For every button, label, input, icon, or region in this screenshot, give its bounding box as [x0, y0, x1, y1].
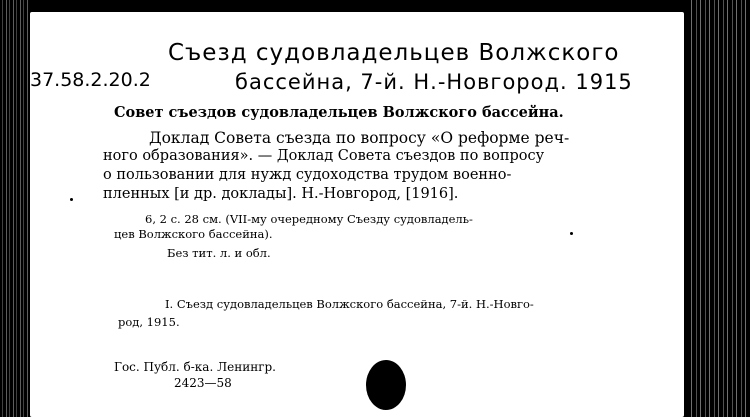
library-code: 2423—58	[174, 376, 232, 390]
body-line-2: ного образования». — Доклад Совета съездов по вопросу	[103, 148, 545, 164]
body-line-4: пленных [и др. доклады]. Н.-Новгород, [1916].	[103, 186, 459, 202]
speck	[70, 198, 73, 201]
film-edge-left	[0, 0, 28, 417]
card-heading: Совет съездов судовладельцев Волжского бассейна.	[114, 104, 564, 121]
body-line-1: Доклад Совета съезда по вопросу «О реформе реч-	[149, 129, 570, 147]
notes-line-1: 6, 2 с. 28 см. (VII-му очередному Съезду судовладель-	[145, 212, 473, 226]
subject-line-1: I. Съезд судовладельцев Волжского бассейна, 7-й. Н.-Новго-	[165, 297, 534, 311]
film-edge-right	[688, 0, 750, 417]
no-title-note: Без тит. л. и обл.	[167, 246, 271, 260]
speck	[570, 232, 573, 235]
handwritten-title-line-1: Съезд судовладельцев Волжского	[168, 40, 620, 66]
call-number: 37.58.2.20.2	[30, 69, 151, 91]
notes-line-2: цев Волжского бассейна).	[114, 227, 273, 241]
catalog-card	[30, 12, 684, 417]
library-name: Гос. Публ. б-ка. Ленингр.	[114, 360, 276, 374]
body-line-3: о пользовании для нужд судоходства трудом военно-	[103, 167, 512, 183]
ink-stamp	[366, 360, 406, 410]
handwritten-title-line-2: бассейна, 7-й. Н.-Новгород. 1915	[235, 70, 633, 94]
subject-line-2: род, 1915.	[118, 315, 180, 329]
